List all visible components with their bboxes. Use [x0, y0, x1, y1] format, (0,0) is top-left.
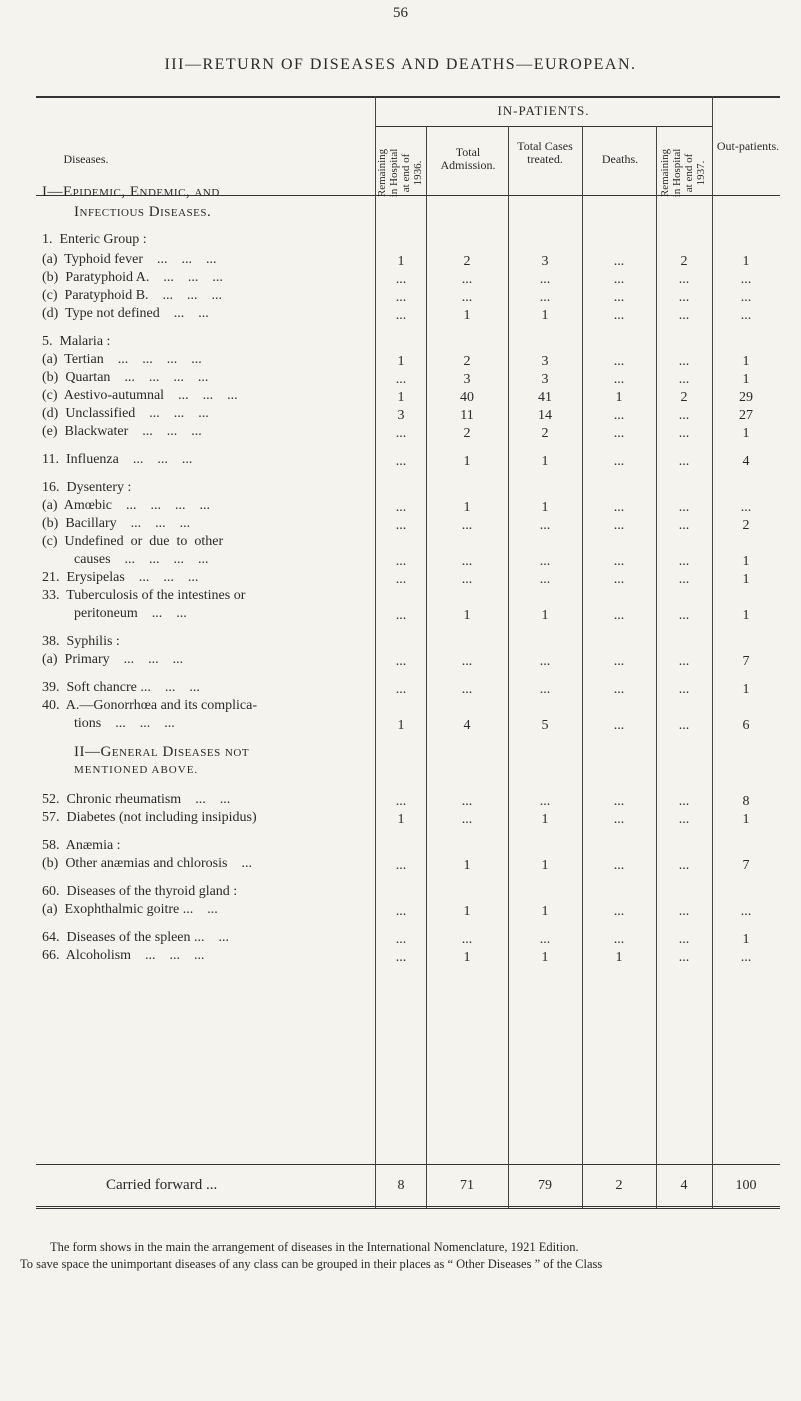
cell-remaining-end: ...	[678, 372, 690, 387]
cell-admission: ...	[461, 682, 473, 697]
row-label: tions ... ... ...	[74, 716, 175, 731]
cell-cases: 1	[541, 608, 549, 623]
row-label: 58. Anæmia :	[42, 838, 121, 853]
row-label: 1. Enteric Group :	[42, 232, 147, 247]
cell-cases: 2	[541, 426, 549, 441]
cell-out-patients: 1	[742, 426, 750, 441]
cell-remaining-end: ...	[678, 932, 690, 947]
cell-admission: 4	[463, 718, 471, 733]
cell-admission: 11	[460, 408, 474, 423]
row-label: (b) Other anæmias and chlorosis ...	[42, 856, 252, 871]
col-divider-4	[582, 126, 583, 1208]
cell-admission: 2	[463, 254, 471, 269]
cell-remaining-start: 1	[397, 390, 405, 405]
carried-forward-out-patients: 100	[735, 1178, 757, 1193]
row-label: (a) Tertian ... ... ... ...	[42, 352, 202, 367]
remaining-1936-line-3: at end of	[400, 153, 412, 193]
cell-cases: ...	[539, 518, 551, 533]
row-label: 40. A.—Gonorrhœa and its complica-	[42, 698, 258, 713]
cell-deaths: ...	[613, 858, 625, 873]
remaining-1936-line-4: 1936.	[412, 160, 424, 186]
row-label: peritoneum ... ...	[74, 606, 187, 621]
cell-out-patients: 4	[742, 454, 750, 469]
cell-remaining-end: ...	[678, 426, 690, 441]
total-cases-header: Total Cases treated.	[517, 139, 573, 166]
row-label: (a) Exophthalmic goitre ... ...	[42, 902, 218, 917]
cell-remaining-start: ...	[395, 794, 407, 809]
cell-remaining-start: ...	[395, 572, 407, 587]
row-label: (b) Bacillary ... ... ...	[42, 516, 191, 531]
cell-remaining-end: 2	[680, 254, 688, 269]
cell-out-patients: 29	[739, 390, 753, 405]
cell-admission: 2	[463, 354, 471, 369]
cell-admission: 40	[460, 390, 474, 405]
cell-out-patients: 27	[739, 408, 753, 423]
cell-out-patients: 8	[742, 794, 750, 809]
row-label: II—General Diseases not	[74, 744, 250, 760]
row-label: (b) Quartan ... ... ... ...	[42, 370, 209, 385]
cell-deaths: 1	[615, 950, 623, 965]
carried-forward-remaining-start: 8	[397, 1178, 405, 1193]
cell-cases: 1	[541, 454, 549, 469]
row-label: 39. Soft chancre ... ... ...	[42, 680, 200, 695]
cell-admission: 1	[463, 454, 471, 469]
cell-remaining-end: ...	[678, 272, 690, 287]
row-label: (a) Amœbic ... ... ... ...	[42, 498, 210, 513]
cell-cases: 3	[541, 354, 549, 369]
cell-cases: 3	[541, 372, 549, 387]
row-label: (a) Typhoid fever ... ... ...	[42, 252, 217, 267]
footnote-line-2: To save space the unimportant diseases of any class can be grouped in their places as “ Other Diseases ” of the Class	[20, 1257, 603, 1271]
deaths-header: Deaths.	[601, 152, 639, 166]
carried-forward-label: Carried forward ...	[106, 1177, 218, 1193]
row-label: 16. Dysentery :	[42, 480, 132, 495]
cell-out-patients: ...	[740, 950, 752, 965]
cell-deaths: ...	[613, 254, 625, 269]
cell-admission: ...	[461, 272, 473, 287]
cell-remaining-end: ...	[678, 354, 690, 369]
cell-admission: ...	[461, 290, 473, 305]
table-top-rule-double	[36, 97, 780, 98]
cell-out-patients: ...	[740, 272, 752, 287]
cell-cases: 1	[541, 308, 549, 323]
cell-remaining-start: ...	[395, 308, 407, 323]
cell-remaining-end: ...	[678, 858, 690, 873]
cell-deaths: ...	[613, 408, 625, 423]
cell-remaining-end: ...	[678, 794, 690, 809]
row-label: (c) Undefined or due to other	[42, 534, 224, 549]
cell-out-patients: 6	[742, 718, 750, 733]
col-divider-5	[656, 126, 657, 1208]
cell-remaining-end: ...	[678, 812, 690, 827]
cell-out-patients: ...	[740, 290, 752, 305]
row-label: (a) Primary ... ... ...	[42, 652, 184, 667]
row-label: (b) Paratyphoid A. ... ... ...	[42, 270, 223, 285]
cell-remaining-start: 1	[397, 812, 405, 827]
cell-deaths: ...	[613, 572, 625, 587]
diseases-header: Diseases.	[63, 152, 109, 166]
cell-deaths: ...	[613, 932, 625, 947]
cell-out-patients: 2	[742, 518, 750, 533]
cell-out-patients: 1	[742, 608, 750, 623]
cell-cases: ...	[539, 290, 551, 305]
cell-remaining-end: ...	[678, 682, 690, 697]
cell-cases: ...	[539, 794, 551, 809]
cell-deaths: ...	[613, 794, 625, 809]
cell-remaining-end: ...	[678, 454, 690, 469]
remaining-1937-line-1: Remaining	[659, 148, 671, 198]
cell-out-patients: ...	[740, 500, 752, 515]
cell-remaining-end: ...	[678, 408, 690, 423]
remaining-1937-header	[659, 142, 709, 204]
cell-admission: ...	[461, 794, 473, 809]
cell-remaining-start: ...	[395, 554, 407, 569]
cell-cases: 5	[541, 718, 549, 733]
disease-return-table	[36, 96, 780, 1230]
cell-cases: ...	[539, 572, 551, 587]
cell-remaining-end: ...	[678, 904, 690, 919]
cell-out-patients: 1	[742, 372, 750, 387]
row-label: (d) Type not defined ... ...	[42, 306, 209, 321]
cell-remaining-start: ...	[395, 608, 407, 623]
page-number: 56	[393, 5, 408, 21]
cell-remaining-start: ...	[395, 290, 407, 305]
row-label: MENTIONED ABOVE.	[74, 764, 199, 776]
cell-cases: ...	[539, 682, 551, 697]
cell-remaining-start: ...	[395, 858, 407, 873]
cell-admission: 3	[463, 372, 471, 387]
table-bottom-rule	[36, 1206, 780, 1207]
remaining-1936-header	[376, 142, 426, 204]
cell-admission: ...	[461, 572, 473, 587]
cell-remaining-end: ...	[678, 572, 690, 587]
cell-remaining-end: ...	[678, 718, 690, 733]
cell-admission: 1	[463, 950, 471, 965]
cell-remaining-end: ...	[678, 290, 690, 305]
cell-remaining-start: ...	[395, 904, 407, 919]
cell-remaining-start: ...	[395, 454, 407, 469]
row-label: 57. Diabetes (not including insipidus)	[42, 810, 257, 825]
cell-deaths: 1	[615, 390, 623, 405]
cell-remaining-end: ...	[678, 608, 690, 623]
cell-out-patients: 1	[742, 572, 750, 587]
cell-out-patients: 7	[742, 858, 750, 873]
cell-remaining-end: ...	[678, 500, 690, 515]
cell-cases: ...	[539, 654, 551, 669]
cell-out-patients: 1	[742, 254, 750, 269]
cell-deaths: ...	[613, 682, 625, 697]
row-label: (c) Aestivo-autumnal ... ... ...	[42, 388, 238, 403]
row-label: 64. Diseases of the spleen ... ...	[42, 930, 230, 945]
cell-remaining-start: 1	[397, 254, 405, 269]
cell-cases: 1	[541, 904, 549, 919]
cell-deaths: ...	[613, 272, 625, 287]
row-label: 21. Erysipelas ... ... ...	[42, 570, 199, 585]
carried-forward-top-rule	[36, 1164, 780, 1165]
cell-remaining-start: 1	[397, 354, 405, 369]
cell-remaining-start: ...	[395, 682, 407, 697]
cell-admission: ...	[461, 554, 473, 569]
cell-remaining-start: ...	[395, 950, 407, 965]
carried-forward-deaths: 2	[615, 1178, 623, 1193]
cell-remaining-start: ...	[395, 518, 407, 533]
cell-out-patients: 1	[742, 682, 750, 697]
cell-cases: 1	[541, 500, 549, 515]
row-label: (c) Paratyphoid B. ... ... ...	[42, 288, 223, 303]
cell-cases: 3	[541, 254, 549, 269]
cell-cases: 1	[541, 812, 549, 827]
cell-cases: ...	[539, 932, 551, 947]
cell-deaths: ...	[613, 718, 625, 733]
row-label: 5. Malaria :	[42, 334, 111, 349]
row-label: 11. Influenza ... ... ...	[42, 452, 193, 467]
cell-admission: ...	[461, 518, 473, 533]
col-divider-3	[508, 126, 509, 1208]
row-label: (d) Unclassified ... ... ...	[42, 406, 209, 421]
cell-deaths: ...	[613, 518, 625, 533]
cell-deaths: ...	[613, 426, 625, 441]
cell-deaths: ...	[613, 290, 625, 305]
cell-deaths: ...	[613, 454, 625, 469]
cell-admission: ...	[461, 654, 473, 669]
cell-remaining-start: ...	[395, 272, 407, 287]
total-admission-header: Total Admission.	[440, 145, 496, 172]
cell-deaths: ...	[613, 500, 625, 515]
cell-remaining-start: ...	[395, 932, 407, 947]
cell-admission: 1	[463, 608, 471, 623]
cell-deaths: ...	[613, 812, 625, 827]
footnote-line-1: The form shows in the main the arrangement of diseases in the International Nomenclature, 1921 Edition.	[50, 1240, 579, 1254]
cell-remaining-end: ...	[678, 308, 690, 323]
cell-out-patients: 1	[742, 932, 750, 947]
carried-forward-cases: 79	[538, 1178, 552, 1193]
carried-forward-remaining-end: 4	[680, 1178, 688, 1193]
cell-remaining-end: ...	[678, 654, 690, 669]
remaining-1937-line-4: 1937.	[695, 160, 707, 186]
col-divider-2	[426, 126, 427, 1208]
cell-remaining-start: ...	[395, 426, 407, 441]
cell-out-patients: 1	[742, 812, 750, 827]
cell-remaining-start: ...	[395, 500, 407, 515]
cell-remaining-end: 2	[680, 390, 688, 405]
row-label: causes ... ... ... ...	[74, 552, 209, 567]
cell-cases: ...	[539, 272, 551, 287]
cell-deaths: ...	[613, 608, 625, 623]
cell-admission: ...	[461, 932, 473, 947]
cell-out-patients: ...	[740, 308, 752, 323]
cell-remaining-start: ...	[395, 372, 407, 387]
carried-forward-admission: 71	[460, 1178, 474, 1193]
cell-out-patients: ...	[740, 904, 752, 919]
remaining-1936-line-1: Remaining	[376, 148, 388, 198]
cell-out-patients: 1	[742, 354, 750, 369]
cell-out-patients: 1	[742, 554, 750, 569]
cell-deaths: ...	[613, 654, 625, 669]
row-label: 38. Syphilis :	[42, 634, 120, 649]
row-label: 60. Diseases of the thyroid gland :	[42, 884, 238, 899]
cell-remaining-end: ...	[678, 518, 690, 533]
cell-admission: 1	[463, 858, 471, 873]
in-patients-header: IN-PATIENTS.	[497, 103, 590, 118]
cell-cases: 1	[541, 950, 549, 965]
cell-remaining-start: 3	[397, 408, 405, 423]
col-divider-1	[375, 96, 376, 1208]
row-label: 33. Tuberculosis of the intestines or	[42, 588, 246, 603]
row-label: I—Epidemic, Endemic, and	[42, 184, 220, 200]
row-label: Infectious Diseases.	[74, 204, 212, 220]
row-label: (e) Blackwater ... ... ...	[42, 424, 202, 439]
remaining-1937-line-3: at end of	[683, 153, 695, 193]
cell-remaining-end: ...	[678, 554, 690, 569]
cell-admission: ...	[461, 812, 473, 827]
remaining-1937-line-2: in Hospital	[671, 148, 683, 198]
cell-deaths: ...	[613, 372, 625, 387]
cell-cases: ...	[539, 554, 551, 569]
table-bottom-rule-double	[36, 1208, 780, 1209]
row-label: 52. Chronic rheumatism ... ...	[42, 792, 231, 807]
cell-deaths: ...	[613, 354, 625, 369]
cell-deaths: ...	[613, 308, 625, 323]
cell-remaining-end: ...	[678, 950, 690, 965]
cell-admission: 1	[463, 904, 471, 919]
cell-cases: 1	[541, 858, 549, 873]
cell-deaths: ...	[613, 554, 625, 569]
cell-out-patients: 7	[742, 654, 750, 669]
cell-admission: 1	[463, 500, 471, 515]
cell-remaining-start: ...	[395, 654, 407, 669]
cell-admission: 1	[463, 308, 471, 323]
cell-admission: 2	[463, 426, 471, 441]
row-label: 66. Alcoholism ... ... ...	[42, 948, 205, 963]
out-patients-header: Out-patients.	[716, 139, 780, 153]
cell-cases: 14	[538, 408, 552, 423]
cell-cases: 41	[538, 390, 552, 405]
page-heading: III—RETURN OF DISEASES AND DEATHS—EUROPEAN.	[164, 56, 637, 73]
remaining-1936-line-2: in Hospital	[388, 148, 400, 198]
cell-deaths: ...	[613, 904, 625, 919]
cell-remaining-start: 1	[397, 718, 405, 733]
col-divider-6	[712, 96, 713, 1208]
